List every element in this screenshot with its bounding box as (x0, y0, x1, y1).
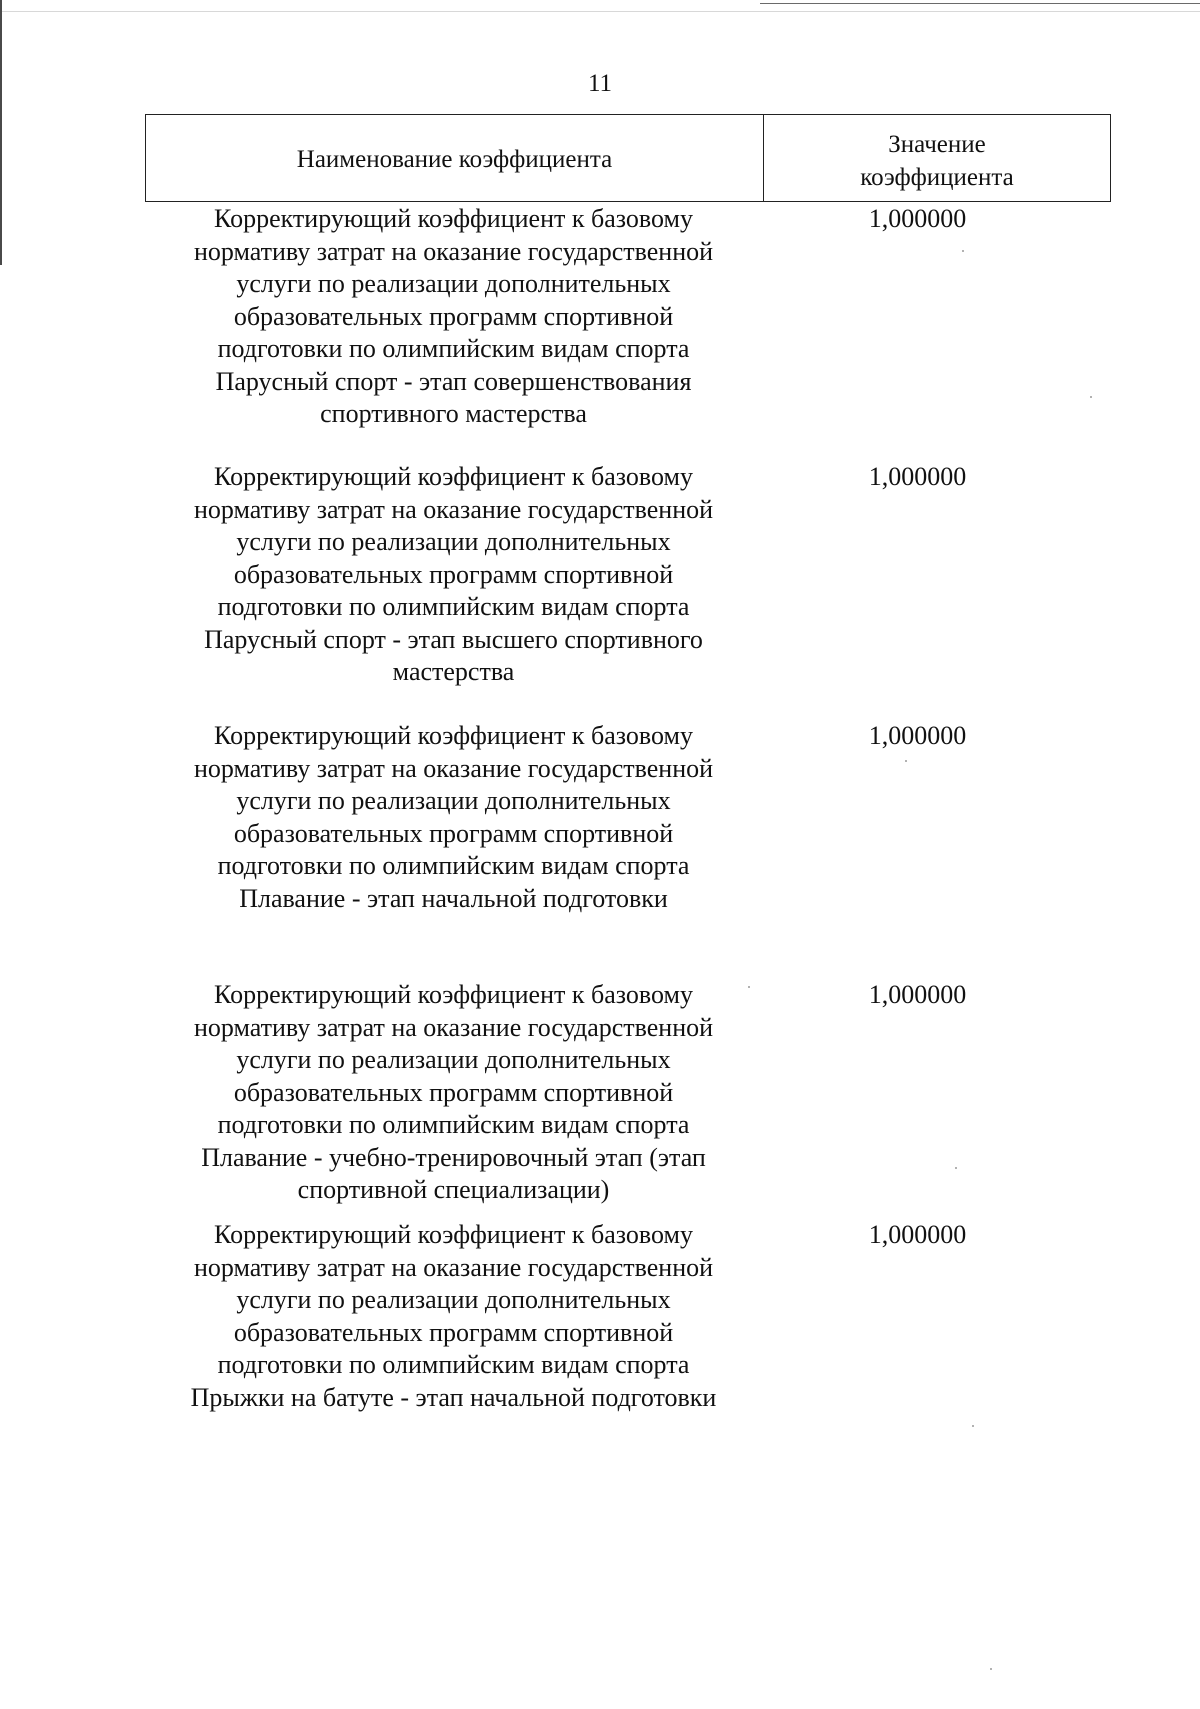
coefficient-name-line: спортивной специализации) (297, 1175, 610, 1204)
coefficient-name-line: подготовки по олимпийским видам спорта (217, 334, 690, 363)
coefficient-name-line: Корректирующий коэффициент к базовому (214, 204, 693, 233)
coefficient-name-line: подготовки по олимпийским видам спорта (217, 1350, 690, 1379)
coefficient-name-line: Корректирующий коэффициент к базовому (214, 1220, 693, 1249)
coefficient-name-line: нормативу затрат на оказание государственной (193, 1252, 714, 1282)
coefficient-name-cell (145, 720, 762, 915)
page-number: 11 (587, 70, 613, 97)
scan-edge (0, 0, 1200, 12)
coefficient-name-line: Плавание - учебно-тренировочный этап (этап (201, 1142, 706, 1172)
coefficient-name-line: образовательных программ спортивной (233, 559, 674, 589)
coefficient-name-line: нормативу затрат на оказание государственной (193, 236, 714, 266)
coefficient-name-line: подготовки по олимпийским видам спорта (217, 851, 690, 880)
header-value-line-2: коэффициента (860, 164, 1014, 191)
coefficient-name-line: подготовки по олимпийским видам спорта (217, 592, 690, 621)
header-coefficient-name: Наименование коэффициента (146, 115, 764, 201)
table-row (145, 461, 1111, 689)
table-row (145, 720, 1111, 915)
coefficient-value-cell: 1,000000 (868, 204, 967, 233)
coefficient-name-line: нормативу затрат на оказание государственной (193, 753, 714, 783)
coefficient-name-line: мастерства (392, 657, 515, 686)
coefficient-name-line: услуги по реализации дополнительных (236, 1045, 671, 1074)
scan-artifact-line (760, 3, 1200, 4)
table-row (145, 979, 1111, 1207)
coefficient-name-line: нормативу затрат на оказание государственной (193, 494, 714, 524)
table-row (145, 203, 1111, 431)
coefficient-name-cell (145, 979, 762, 1207)
coefficient-value-cell: 1,000000 (868, 980, 967, 1009)
header-coefficient-value (764, 115, 1110, 201)
coefficient-value-cell: 1,000000 (868, 721, 967, 750)
scan-speck (1090, 396, 1092, 398)
coefficient-name-line: образовательных программ спортивной (233, 301, 674, 331)
coefficient-name-line: образовательных программ спортивной (233, 1077, 674, 1107)
table-row (145, 1219, 1111, 1414)
coefficient-name-line: услуги по реализации дополнительных (236, 1285, 671, 1314)
coefficient-name-line: нормативу затрат на оказание государственной (193, 1012, 714, 1042)
scan-speck (962, 250, 964, 252)
table-header (145, 114, 1111, 202)
coefficient-name-line: образовательных программ спортивной (233, 818, 674, 848)
coefficient-name-cell (145, 461, 762, 689)
coefficient-name-line: Парусный спорт - этап совершенствования (215, 366, 692, 396)
coefficient-name-cell (145, 203, 762, 431)
coefficient-name-line: образовательных программ спортивной (233, 1317, 674, 1347)
scan-speck (748, 986, 750, 988)
coefficient-name-line: спортивного мастерства (320, 399, 587, 428)
coefficient-name-line: Корректирующий коэффициент к базовому (214, 462, 693, 491)
coefficient-name-line: Плавание - этап начальной подготовки (239, 883, 668, 913)
coefficient-name-line: Парусный спорт - этап высшего спортивного (204, 624, 703, 654)
scan-artifact-left-line (0, 0, 2, 265)
coefficient-name-line: подготовки по олимпийским видам спорта (217, 1110, 690, 1139)
coefficient-name-line: услуги по реализации дополнительных (236, 786, 671, 815)
coefficient-name-line: Корректирующий коэффициент к базовому (214, 980, 693, 1009)
scan-speck (955, 1167, 957, 1169)
coefficient-name-line: Прыжки на батуте - этап начальной подготовки (190, 1382, 717, 1412)
coefficient-name-line: услуги по реализации дополнительных (236, 269, 671, 298)
coefficient-value-cell: 1,000000 (868, 462, 967, 491)
coefficient-name-line: Корректирующий коэффициент к базовому (214, 721, 693, 750)
coefficient-name-cell (145, 1219, 762, 1414)
scan-speck (990, 1668, 992, 1670)
header-value-line-1: Значение (888, 131, 986, 158)
scan-speck (905, 760, 907, 762)
coefficient-name-line: услуги по реализации дополнительных (236, 527, 671, 556)
scan-speck (972, 1425, 974, 1427)
coefficient-value-cell: 1,000000 (868, 1220, 967, 1249)
